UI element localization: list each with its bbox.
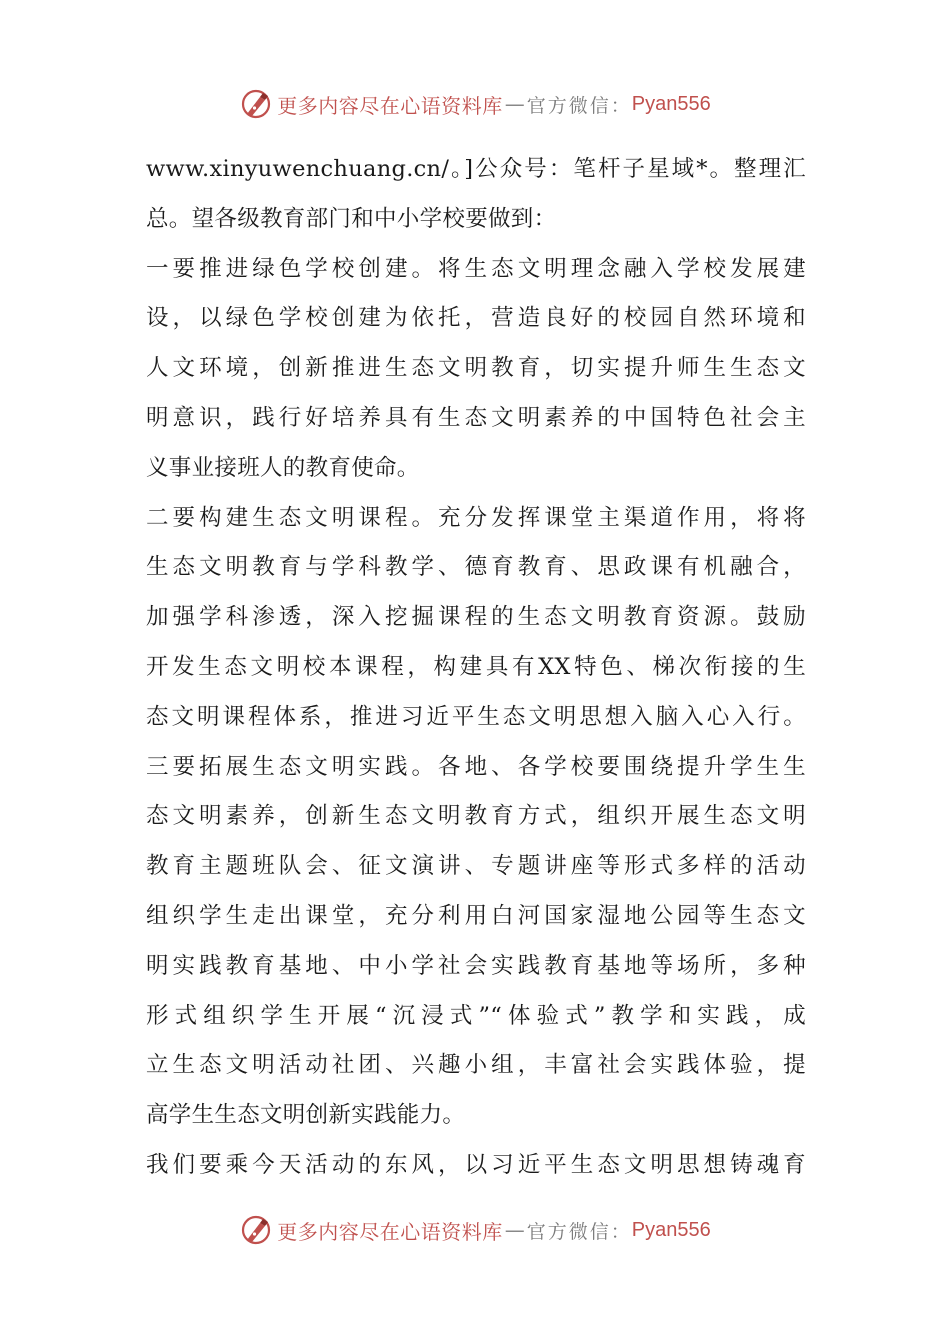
body-line: 总。望各级教育部门和中小学校要做到： — [146, 205, 557, 232]
body-line: 生态文明教育与学科教学、德育教育、思政课有机融合， — [146, 554, 806, 581]
body-line: 组织学生走出课堂，充分利用白河国家湿地公园等生态文 — [146, 902, 806, 929]
header-watermark-banner — [0, 82, 950, 126]
body-line: 人文环境，创新推进生态文明教育，切实提升师生生态文 — [146, 355, 806, 382]
banner-site-name: 更多内容尽在心语资料库 — [277, 1219, 503, 1244]
banner-dash: — — [504, 92, 525, 116]
banner-site-name: 更多内容尽在心语资料库 — [277, 93, 503, 118]
body-line: 我们要乘今天活动的东风，以习近平生态文明思想铸魂育 — [146, 1151, 806, 1178]
body-line: 态文明素养，创新生态文明教育方式，组织开展生态文明 — [146, 803, 806, 830]
banner-wechat-id: Pyan556 — [631, 1218, 711, 1241]
body-line: 二要构建生态文明课程。充分发挥课堂主渠道作用，将将 — [146, 504, 806, 531]
body-line: 开发生态文明校本课程，构建具有XX特色、梯次衔接的生 — [146, 653, 806, 680]
body-line: 高学生生态文明创新实践能力。 — [146, 1102, 466, 1129]
body-line: 三要拓展生态文明实践。各地、各学校要围绕提升学生生 — [146, 753, 806, 780]
pen-nib-circle-icon — [239, 87, 273, 121]
body-line: 态文明课程体系，推进习近平生态文明思想入脑入心入行。 — [146, 703, 806, 730]
body-line: 一要推进绿色学校创建。将生态文明理念融入学校发展建 — [146, 255, 806, 282]
body-line: 义事业接班人的教育使命。 — [146, 454, 420, 481]
body-line: 明实践教育基地、中小学社会实践教育基地等场所，多种 — [146, 952, 806, 979]
banner-wechat-label: 官方微信： — [526, 1220, 632, 1243]
body-line: 立生态文明活动社团、兴趣小组，丰富社会实践体验，提 — [146, 1052, 806, 1079]
banner-dash: — — [504, 1218, 525, 1242]
banner-wechat-id: Pyan556 — [631, 92, 711, 115]
body-line: 教育主题班队会、征文演讲、专题讲座等形式多样的活动 — [146, 853, 806, 880]
body-line: 加强学科渗透，深入挖掘课程的生态文明教育资源。鼓励 — [146, 604, 806, 631]
body-line: www.xinyuwenchuang.cn/。]公众号：笔杆子星域*。整理汇 — [146, 156, 806, 182]
body-line: 形式组织学生开展“沉浸式”“体验式”教学和实践，成 — [146, 1002, 806, 1029]
pen-nib-circle-icon — [239, 1213, 273, 1247]
footer-watermark-banner — [0, 1208, 950, 1252]
body-line: 设，以绿色学校创建为依托，营造良好的校园自然环境和 — [146, 305, 806, 332]
body-line: 明意识，践行好培养具有生态文明素养的中国特色社会主 — [146, 404, 806, 431]
banner-wechat-label: 官方微信： — [526, 94, 632, 117]
document-body — [146, 145, 806, 1191]
